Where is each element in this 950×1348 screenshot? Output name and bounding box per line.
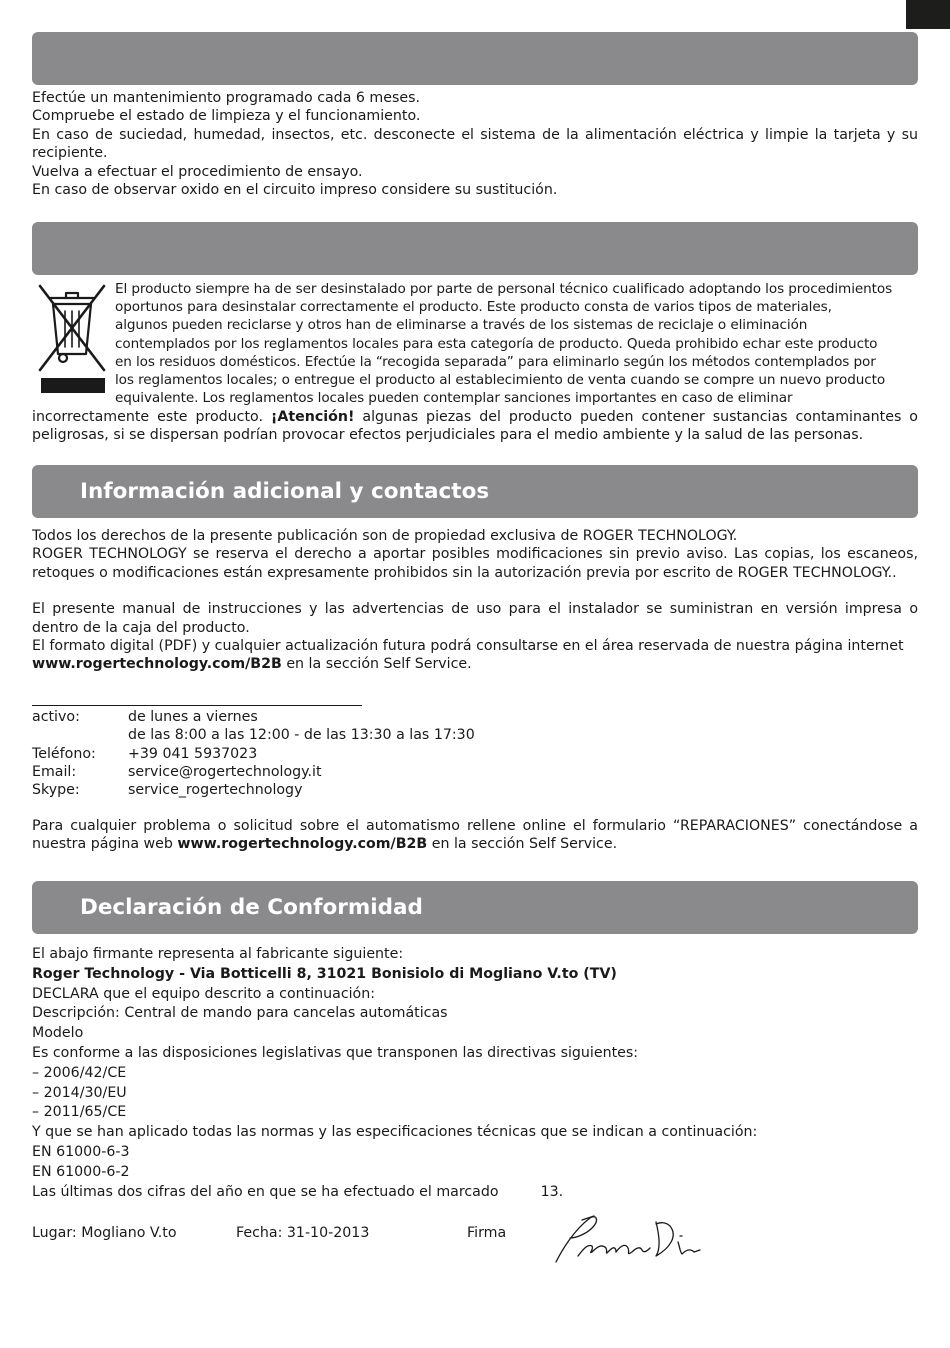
maintenance-line: En caso de suciedad, humedad, insectos, etc. desconecte el sistema de la alimentación eléctrica y limpie la tarjeta y su recipiente.: [32, 126, 918, 162]
service-row: [32, 708, 475, 726]
service-contacts: [32, 708, 475, 799]
info-text: [32, 527, 918, 674]
handwritten-signature: [552, 1212, 704, 1266]
manual-paragraph: El presente manual de instrucciones y las advertencias de uso para el instalador se suministran en versión impresa o dentro de la caja del producto.: [32, 601, 918, 636]
self-service-suffix: en la sección Self Service.: [281, 656, 472, 673]
service-value: de las 8:00 a las 12:00 - de las 13:30 a las 17:30: [128, 727, 475, 744]
disposal-line: algunos pueden reciclarse y otros han de eliminarse a través de los sistemas de reciclaje o eliminación: [115, 317, 808, 334]
declaration-line: Y que se han aplicado todas las normas y las especificaciones técnicas que se indican a continuación:: [32, 1124, 758, 1141]
disposal-line: El producto siempre ha de ser desinstalado por parte de personal técnico cualificado adoptando los procedimientos: [115, 281, 893, 297]
directive-item: – 2014/30/EU: [32, 1084, 127, 1101]
standard-item: EN 61000-6-3: [32, 1143, 130, 1160]
pdf-paragraph: El formato digital (PDF) y cualquier actualización futura podrá consultarse en el área reservada de nuestra página internet: [32, 638, 904, 655]
marking-year: 13.: [540, 1183, 564, 1200]
manufacturer-address: Roger Technology - Via Botticelli 8, 31021 Bonisiolo di Mogliano V.to (TV): [32, 965, 617, 982]
b2b-link[interactable]: www.rogertechnology.com/B2B: [32, 656, 282, 673]
service-label: Skype:: [32, 782, 80, 799]
disposal-line: los reglamentos locales; o entregue el producto al establecimiento de venta cuando se compre un nuevo producto: [115, 372, 886, 389]
service-divider: [32, 705, 362, 706]
email-value[interactable]: service@rogertechnology.it: [128, 763, 322, 780]
declaration-line: DECLARA que el equipo descrito a continuación:: [32, 985, 376, 1002]
declaration-line: El abajo firmante representa al fabricante siguiente:: [32, 946, 404, 962]
disposal-warning-text: incorrectamente este producto.: [32, 409, 271, 425]
marking-text: Las últimas dos cifras del año en que se ha efectuado el marcado: [32, 1183, 499, 1200]
place-label: Lugar: Mogliano V.to: [32, 1225, 177, 1241]
repair-text: Para cualquier problema o solicitud sobre el automatismo rellene online el formulario “REPARACIONES” conectándose a nuestra página web: [32, 818, 918, 853]
disposal-line: en los residuos domésticos. Efectúe la “recogida separada” para eliminarlo según los métodos contemplados por: [115, 353, 876, 370]
maintenance-line: En caso de observar oxido en el circuito impreso considere su sustitución.: [32, 182, 558, 199]
maintenance-text: [32, 89, 918, 199]
declaration-line: Es conforme a las disposiciones legislativas que transponen las directivas siguientes:: [32, 1044, 639, 1061]
maintenance-line: Compruebe el estado de limpieza y el funcionamiento.: [32, 108, 421, 125]
modifications-paragraph: ROGER TECHNOLOGY se reserva el derecho a aportar posibles modificaciones sin previo aviso. Las copias, los escaneos, retoques o modificaciones están expresamente prohibidos sin la autorización previa por escrito de ROGER TECHNOLOGY..: [32, 546, 918, 581]
service-label: Teléfono:: [32, 745, 96, 762]
signature-label: Firma: [467, 1225, 507, 1241]
service-row: [32, 763, 475, 781]
declaration-section-header: Declaración de Conformidad: [32, 881, 918, 934]
service-row: [32, 781, 475, 799]
service-label: Email:: [32, 763, 77, 780]
rights-paragraph: Todos los derechos de la presente publicación son de propiedad exclusiva de ROGER TECHNOLOGY.: [32, 528, 738, 544]
disposal-line: contemplados por los reglamentos locales para esta categoría de producto. Queda prohibido echar este producto: [115, 335, 878, 352]
service-row: [32, 745, 475, 763]
directive-item: – 2011/65/CE: [32, 1104, 127, 1121]
repair-suffix: en la sección Self Service.: [427, 836, 618, 853]
service-value: de lunes a viernes: [128, 709, 258, 725]
directive-item: – 2006/42/CE: [32, 1064, 127, 1081]
service-row: [32, 726, 475, 744]
disposal-warning: [32, 408, 918, 445]
skype-value[interactable]: service_rogertechnology: [128, 782, 303, 799]
attention-label: ¡Atención!: [270, 409, 355, 425]
declaration-text: [32, 945, 918, 1202]
page-language-tab: [906, 0, 950, 29]
date-label: Fecha: 31-10-2013: [236, 1225, 370, 1241]
service-label: activo:: [32, 709, 80, 725]
maintenance-line: Vuelva a efectuar el procedimiento de ensayo.: [32, 163, 363, 180]
declaration-line: Modelo: [32, 1025, 84, 1042]
disposal-text: [115, 280, 918, 407]
repair-paragraph: [32, 817, 918, 854]
standard-item: EN 61000-6-2: [32, 1163, 130, 1180]
maintenance-line: Efectúe un mantenimiento programado cada 6 meses.: [32, 90, 421, 106]
disposal-warning-text: algunas piezas del producto pueden contener sustancias contaminantes o peligrosas, si se dispersan podrían provocar efectos perjudiciales para el medio ambiente y la salud de las personas.: [32, 409, 918, 444]
repair-b2b-link[interactable]: www.rogertechnology.com/B2B: [177, 836, 428, 853]
crossed-out-wheelie-bin-icon: [34, 280, 110, 395]
disposal-line: equivalente. Los reglamentos locales pueden contemplar sanciones importantes en caso de eliminar: [115, 390, 793, 407]
disposal-line: oportunos para desinstalar correctamente el producto. Este producto consta de varios tipos de materiales,: [115, 299, 832, 316]
info-section-header: Información adicional y contactos: [32, 465, 918, 518]
maintenance-section-header: [32, 32, 918, 85]
declaration-line: Descripción: Central de mando para cancelas automáticas: [32, 1005, 448, 1022]
phone-value[interactable]: +39 041 5937023: [128, 745, 258, 762]
disposal-section-header: [32, 222, 918, 275]
